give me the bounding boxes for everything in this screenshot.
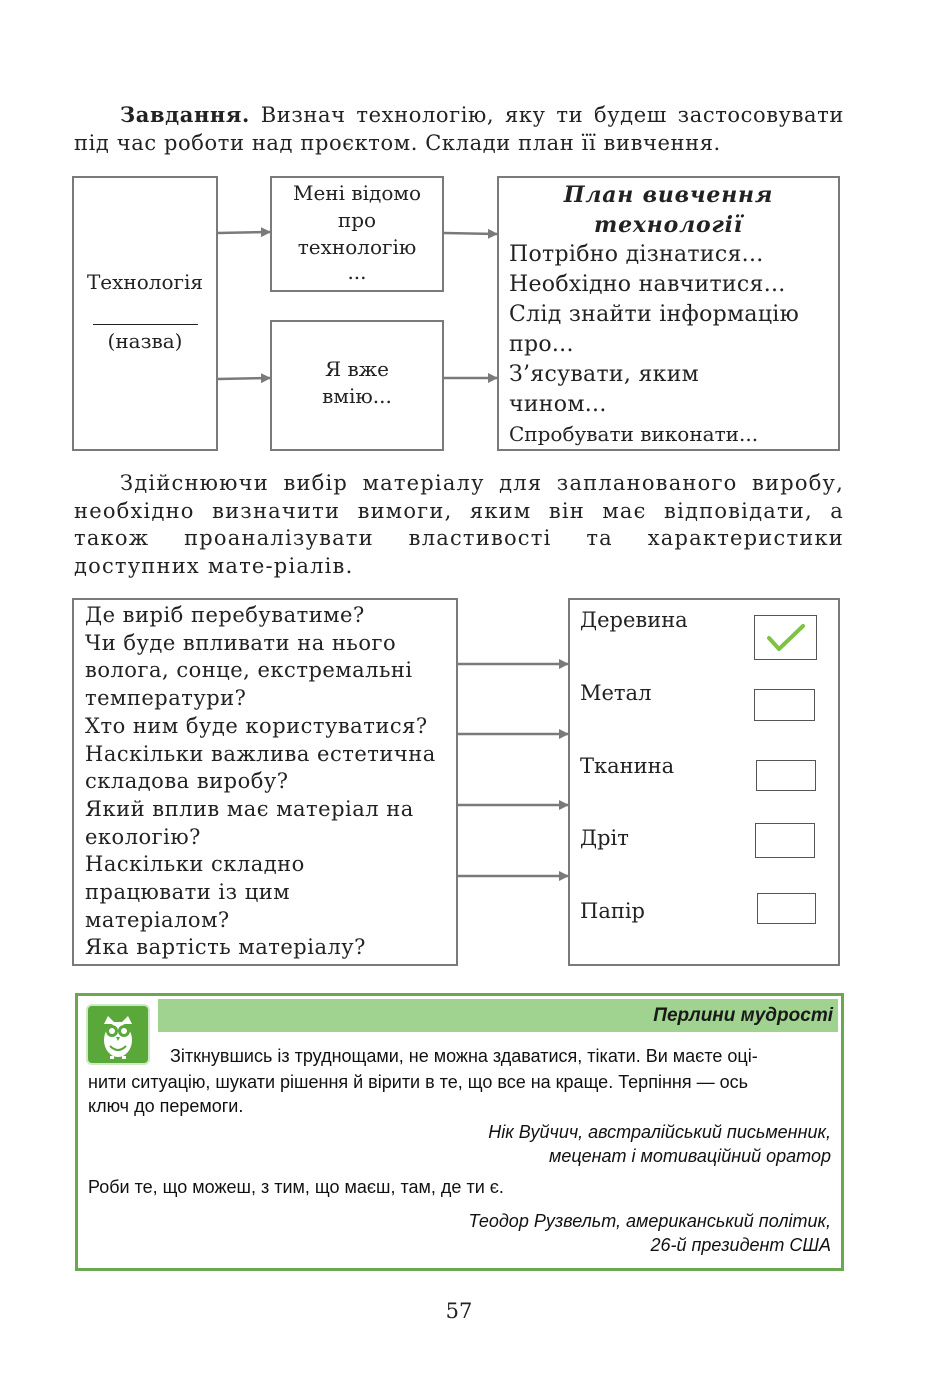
technology-box [72, 176, 218, 451]
author1-line: Нік Вуйчич, австралійський письменник, [488, 1122, 831, 1142]
known-line: ... [347, 260, 367, 284]
wisdom-author-1 [488, 1120, 831, 1168]
materials-paragraph: Здійснюючи вибір матеріалу для запланованого виробу, необхідно визначити вимоги, яким він має відповідати, а також проаналізувати властивості та характеристики доступних мате-ріалів. [74, 471, 844, 578]
wisdom-author-2 [468, 1209, 831, 1257]
questions-list [85, 602, 456, 962]
question-line: Наскільки важлива естетична [85, 741, 436, 766]
material-label-paper: Папір [580, 899, 645, 923]
material-label-metal: Метал [580, 681, 652, 705]
plan-line: про... [509, 332, 574, 357]
plan-line: Необхідно навчитися... [509, 272, 786, 297]
question-line: екологію? [85, 824, 201, 849]
question-line: Яка вартість матеріалу? [85, 935, 366, 960]
author2-line: 26-й президент США [650, 1235, 831, 1255]
plan-line: З’ясувати, яким [509, 362, 700, 387]
arrow-tech-to-can [218, 378, 270, 379]
plan-line: Слід знайти інформацію [509, 302, 800, 327]
checkbox-wood[interactable] [754, 615, 817, 660]
can-line: вмію... [322, 384, 392, 408]
known-line: про [337, 208, 377, 232]
question-line: волога, сонце, екстремальні [85, 658, 413, 683]
material-label-wood: Деревина [580, 608, 688, 632]
technology-blank-line [93, 324, 198, 325]
known-line: технологію [297, 235, 417, 259]
plan-line-last: Спробувати виконати... [509, 422, 759, 446]
material-label-fabric: Тканина [580, 754, 675, 778]
question-line: Чи буде впливати на нього [85, 630, 397, 655]
question-line: Наскільки складно [85, 852, 305, 877]
plan-title [509, 180, 828, 240]
checkbox-metal[interactable] [754, 689, 815, 721]
material-label-wire: Дріт [580, 826, 629, 850]
author1-line: меценат і мотиваційний оратор [548, 1146, 831, 1166]
quote1-line: Зіткнувшись із труднощами, не можна здаватися, тікати. Ви маєте оці- [170, 1046, 758, 1066]
question-line: складова виробу? [85, 769, 289, 794]
known-box [270, 176, 444, 292]
can-line: Я вже [324, 357, 389, 381]
checkbox-fabric[interactable] [756, 760, 816, 791]
page-number: 57 [445, 1299, 473, 1323]
technology-label: Технологія [86, 270, 204, 294]
arrow-tech-to-known [218, 232, 270, 233]
wisdom-quote-2: Роби те, що можеш, з тим, що маєш, там, де ти є. [88, 1177, 504, 1197]
plan-line: чином... [509, 392, 607, 417]
task-bold-label: Завдання. [120, 102, 250, 127]
question-line: працювати із цим [85, 880, 291, 905]
question-line: Де виріб перебуватиме? [85, 603, 365, 627]
question-line: Хто ним буде користуватися? [85, 713, 428, 738]
checkmark-icon [755, 616, 815, 658]
wisdom-header: Перлини мудрості [653, 1005, 833, 1026]
question-line: температури? [85, 686, 247, 711]
plan-title-line: технології [594, 212, 743, 238]
author2-line: Теодор Рузвельт, американський політик, [468, 1211, 831, 1231]
arrow-known-to-plan [444, 233, 497, 234]
wisdom-box [75, 993, 844, 1271]
checkbox-paper[interactable] [757, 893, 816, 924]
plan-line: Потрібно дізнатися... [509, 242, 764, 267]
plan-box [497, 176, 840, 451]
task-text: Визнач технологію, яку ти будеш застосовувати під час роботи над проєктом. Склади план її вивчення. [74, 103, 844, 155]
question-line: Який вплив має матеріал на [85, 796, 414, 821]
plan-title-line: План вивчення [563, 182, 774, 208]
quote1-line: нити ситуацію, шукати рішення й вірити в те, що все на краще. Терпіння — ось [88, 1072, 748, 1092]
question-line: матеріалом? [85, 907, 230, 932]
technology-name-hint: (назва) [107, 329, 183, 353]
task-paragraph [74, 101, 844, 157]
questions-box [72, 598, 458, 966]
known-line: Мені відомо [292, 181, 421, 205]
quote1-line: ключ до перемоги. [88, 1096, 244, 1116]
can-box [270, 320, 444, 451]
checkbox-wire[interactable] [755, 823, 815, 858]
wisdom-quote-1 [88, 1043, 833, 1119]
